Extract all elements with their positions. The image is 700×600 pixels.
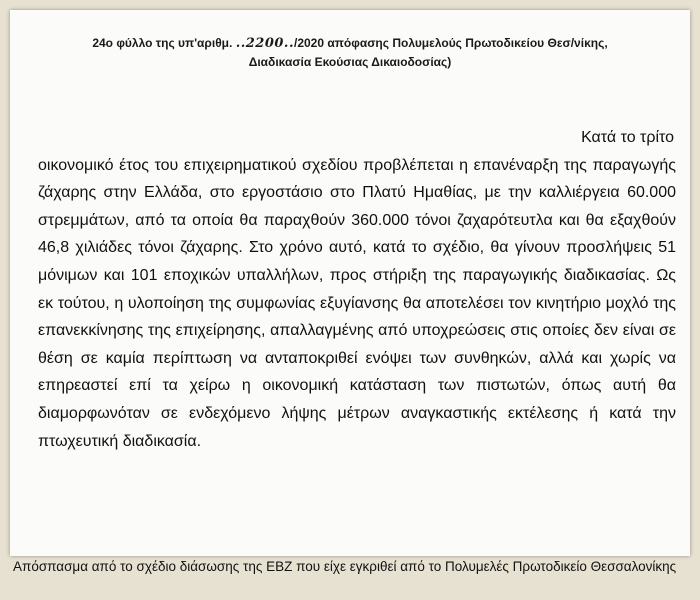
document-page — [10, 10, 690, 556]
header-suffix: /2020 απόφασης Πολυμελούς Πρωτοδικείου Θεσ/νίκης, — [294, 36, 608, 50]
image-caption: Απόσπασμα από το σχέδιο διάσωσης της ΕΒΖ που είχε εγκριθεί από το Πολυμελές Πρωτοδικείο Θεσσαλονίκης — [13, 559, 677, 574]
document-header — [10, 10, 690, 71]
header-prefix: 24ο φύλλο της υπ'αριθμ. — [92, 36, 236, 50]
document-body — [38, 124, 676, 455]
handwritten-decision-number: ..2200.. — [235, 36, 294, 51]
body-paragraph: οικονομικό έτος του επιχειρηματικού σχεδίου προβλέπεται η επανέναρξη της παραγωγής ζάχαρης στην Ελλάδα, στο εργοστάσιο στο Πλατύ Ημαθίας, με την καλλιέργεια 60.000 στρεμμάτων, από τα οποία θα παραχθούν 360.000 τόνοι ζαχαρότευτλα και θα εξαχθούν 46,8 χιλιάδες τόνοι ζάχαρης. Στο χρόνο αυτό, κατά το σχέδιο, θα γίνουν προσλήψεις 51 μόνιμων και 101 εποχικών υπαλλήλων, προς στήριξη της παραγωγικής διαδικασίας. Ως εκ τούτου, η υλοποίηση της συμφωνίας εξυγίανσης θα αποτελέσει τον κινητήριο μοχλό της επανεκκίνησης της επιχείρησης, απαλλαγμένης από υποχρεώσεις στις οποίες δεν είναι σε θέση σε καμία περίπτωση να ανταποκριθεί ενόψει των συνθηκών, αλλά και χωρίς να επηρεαστεί επί τα χείρω η οικονομική κατάσταση των πιστωτών, όπως αυτή θα διαμορφωνόταν σε ενδεχόμενο λήψης μέτρων αναγκαστικής εκτέλεσης ή κατά την πτωχευτική διαδικασία. — [38, 156, 676, 450]
body-opening: Κατά το τρίτο — [581, 129, 674, 146]
header-line-1 — [10, 34, 690, 53]
header-line-2: Διαδικασία Εκούσιας Δικαιοδοσίας) — [248, 55, 452, 69]
